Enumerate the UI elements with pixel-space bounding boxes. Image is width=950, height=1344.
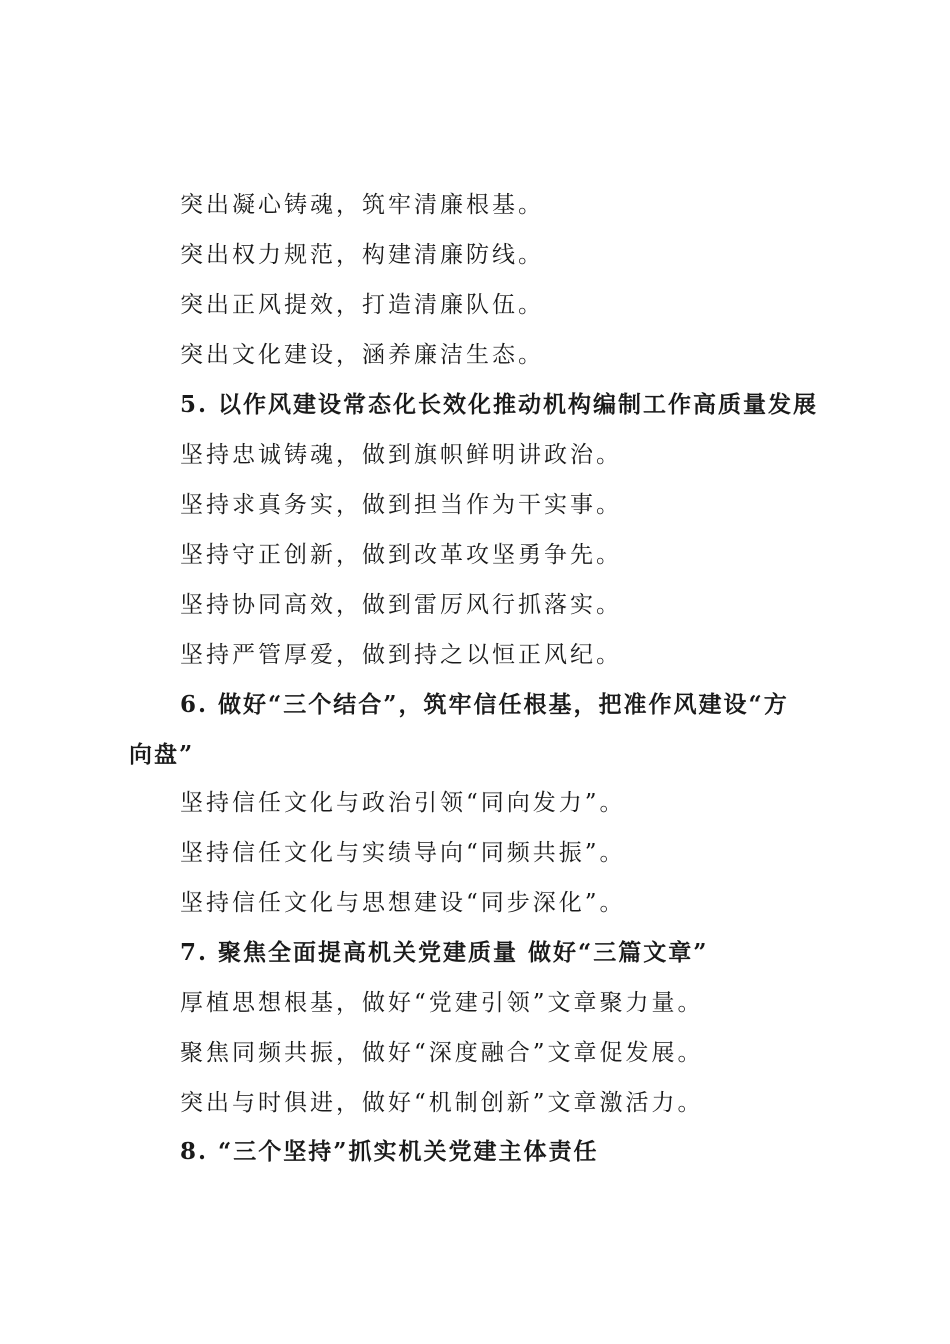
list-item: 坚持忠诚铸魂，做到旗帜鲜明讲政治。 — [180, 442, 622, 468]
list-item: 坚持信任文化与思想建设“同步深化”。 — [180, 890, 626, 916]
section-heading-5: 5. 以作风建设常态化长效化推动机构编制工作高质量发展 — [180, 391, 819, 418]
list-item: 突出与时俱进，做好“机制创新”文章激活力。 — [180, 1090, 704, 1116]
list-item: 聚焦同频共振，做好“深度融合”文章促发展。 — [180, 1040, 704, 1066]
list-item: 突出凝心铸魂，筑牢清廉根基。 — [180, 192, 544, 218]
list-item: 突出正风提效，打造清廉队伍。 — [180, 292, 544, 318]
list-item: 厚植思想根基，做好“党建引领”文章聚力量。 — [180, 990, 704, 1016]
list-item: 突出文化建设，涵养廉洁生态。 — [180, 342, 544, 368]
list-item: 突出权力规范，构建清廉防线。 — [180, 242, 544, 268]
section-heading-6-continuation: 向盘” — [129, 741, 195, 768]
section-heading-6: 6. 做好“三个结合”，筑牢信任根基，把准作风建设“方 — [180, 691, 789, 718]
section-heading-8: 8. “三个坚持”抓实机关党建主体责任 — [180, 1138, 599, 1165]
section-heading-7: 7. 聚焦全面提高机关党建质量 做好“三篇文章” — [180, 939, 709, 966]
list-item: 坚持信任文化与实绩导向“同频共振”。 — [180, 840, 626, 866]
list-item: 坚持信任文化与政治引领“同向发力”。 — [180, 790, 626, 816]
list-item: 坚持求真务实，做到担当作为干实事。 — [180, 492, 622, 518]
list-item: 坚持协同高效，做到雷厉风行抓落实。 — [180, 592, 622, 618]
list-item: 坚持严管厚爱，做到持之以恒正风纪。 — [180, 642, 622, 668]
list-item: 坚持守正创新，做到改革攻坚勇争先。 — [180, 542, 622, 568]
